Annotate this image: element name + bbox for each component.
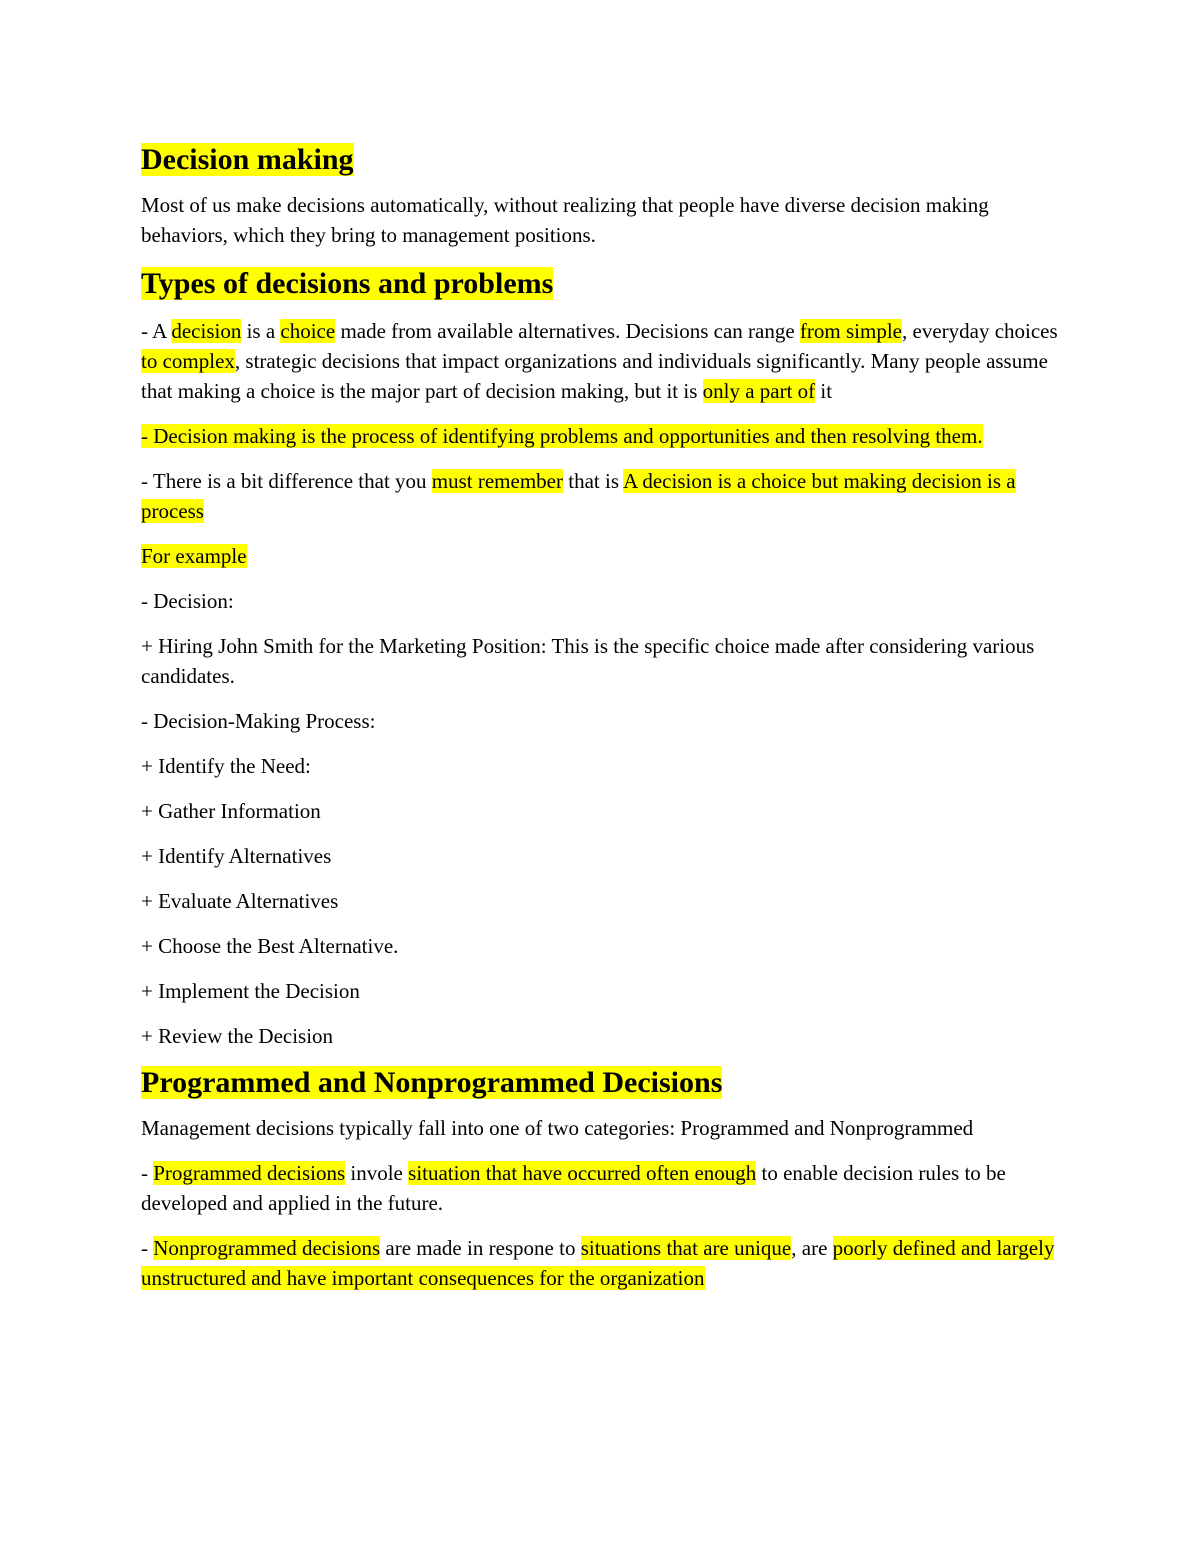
list-item: + Review the Decision — [141, 1024, 334, 1048]
highlight-only-a-part-of: only a part of — [702, 379, 816, 403]
highlight-poorly-defined: poorly defined and largely unstructured and have important consequences for the organization — [141, 1236, 1055, 1290]
highlight-from-simple: from simple — [799, 319, 902, 343]
highlight-must-remember: must remember — [431, 469, 563, 493]
heading-types-of-decisions: Types of decisions and problems — [141, 267, 554, 300]
decision-label: - Decision: — [141, 589, 234, 613]
highlight-programmed-decisions: Programmed decisions — [153, 1161, 346, 1185]
programmed-paragraph: - Programmed decisions invole situation that have occurred often enough to enable decision rules to be developed and applied in the future. — [141, 1161, 1006, 1215]
list-item: + Identify Alternatives — [141, 844, 332, 868]
highlight-situations-unique: situations that are unique — [580, 1236, 792, 1260]
decision-making-process-paragraph: - Decision making is the process of identifying problems and opportunities and then resolving them. — [141, 424, 983, 448]
highlight-situation-occurred: situation that have occurred often enough — [408, 1161, 757, 1185]
heading-decision-making: Decision making — [141, 143, 354, 176]
highlight-choice: choice — [280, 319, 336, 343]
highlight-nonprogrammed-decisions: Nonprogrammed decisions — [153, 1236, 381, 1260]
intro-paragraph: Most of us make decisions automatically, without realizing that people have diverse decision making behaviors, which they bring to management positions. — [141, 193, 989, 247]
document-page — [141, 140, 1066, 1293]
highlight-choice-vs-process: A decision is a choice but making decision is a process — [141, 469, 1016, 523]
example-label: For example — [141, 544, 247, 568]
decision-item: + Hiring John Smith for the Marketing Position: This is the specific choice made after considering various candidates. — [141, 634, 1035, 688]
categories-paragraph: Management decisions typically fall into one of two categories: Programmed and Nonprogrammed — [141, 1116, 974, 1140]
list-item: + Identify the Need: — [141, 754, 311, 778]
difference-paragraph: - There is a bit difference that you must remember that is A decision is a choice but making decision is a process — [141, 469, 1016, 523]
list-item: + Choose the Best Alternative. — [141, 934, 399, 958]
list-item: + Implement the Decision — [141, 979, 360, 1003]
nonprogrammed-paragraph: - Nonprogrammed decisions are made in respone to situations that are unique, are poorly defined and largely unstructured and have important consequences for the organization — [141, 1236, 1055, 1290]
highlight-to-complex: to complex — [141, 349, 235, 373]
heading-programmed-decisions: Programmed and Nonprogrammed Decisions — [141, 1066, 723, 1099]
highlight-decision: decision — [171, 319, 242, 343]
list-item: + Evaluate Alternatives — [141, 889, 339, 913]
process-label: - Decision-Making Process: — [141, 709, 376, 733]
list-item: + Gather Information — [141, 799, 321, 823]
decision-definition-paragraph: - A decision is a choice made from available alternatives. Decisions can range from simple, everyday choices to complex, strategic decisions that impact organizations and individuals significantly. Many people assume that making a choice is the major part of decision making, but it is only a part of it — [141, 319, 1058, 403]
